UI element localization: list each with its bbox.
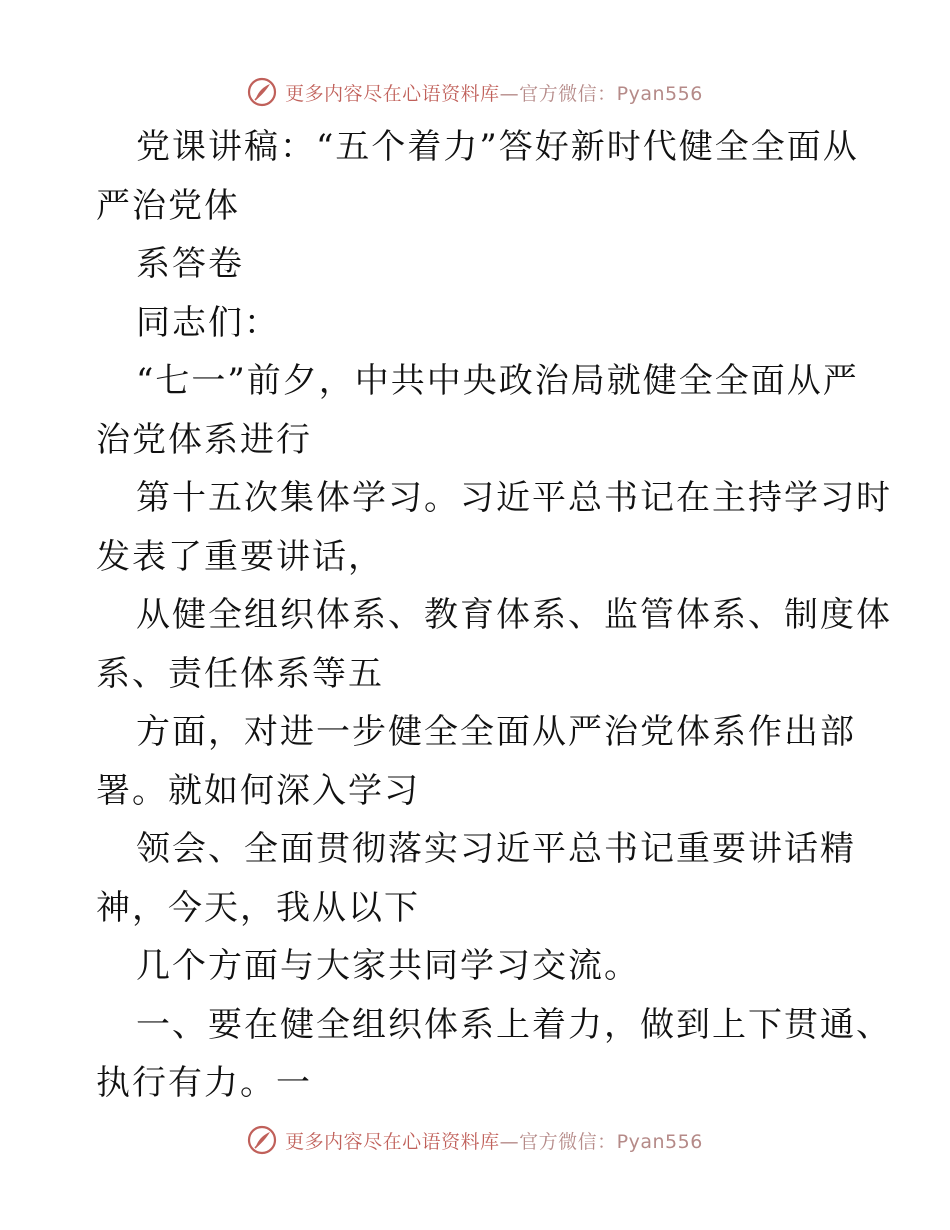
watermark-primary-text: 更多内容尽在心语资料库 [285,82,500,105]
doc-line-3: 系答卷 [136,244,244,284]
watermark-secondary-text: —官方微信：Pyan556 [499,82,703,105]
doc-line-title-1: 党课讲稿：“五个着力”答好新时代健全全面从 [136,127,859,167]
doc-line-6: 治党体系进行 [96,419,312,460]
doc-line-17: 执行有力。一 [96,1063,312,1103]
header-watermark [0,72,950,112]
doc-line-9: 从健全组织体系、教育体系、监管体系、制度体 [136,595,892,635]
doc-line-16: 一、要在健全组织体系上着力，做到上下贯通、 [136,1004,892,1045]
footer-watermark [0,1120,950,1160]
doc-line-title-2: 严治党体 [96,185,240,226]
doc-line-13: 领会、全面贯彻落实习近平总书记重要讲话精 [136,829,856,869]
doc-line-7: 第十五次集体学习。习近平总书记在主持学习时 [136,478,892,518]
feather-pen-logo-icon [247,1125,277,1155]
doc-line-11: 方面，对进一步健全全面从严治党体系作出部 [136,712,856,752]
doc-line-10: 系、责任体系等五 [96,653,384,694]
document-body [96,118,892,1113]
watermark-secondary-text: —官方微信：Pyan556 [499,1130,703,1153]
doc-line-15: 几个方面与大家共同学习交流。 [136,946,640,986]
watermark-primary-text: 更多内容尽在心语资料库 [285,1130,500,1153]
doc-line-8: 发表了重要讲话， [96,536,384,577]
doc-line-12: 署。就如何深入学习 [96,770,420,811]
doc-line-greeting: 同志们： [136,302,280,343]
feather-pen-logo-icon [247,77,277,107]
doc-line-5: “七一”前夕，中共中央政治局就健全全面从严 [136,361,859,401]
doc-line-14: 神，今天，我从以下 [96,887,420,928]
